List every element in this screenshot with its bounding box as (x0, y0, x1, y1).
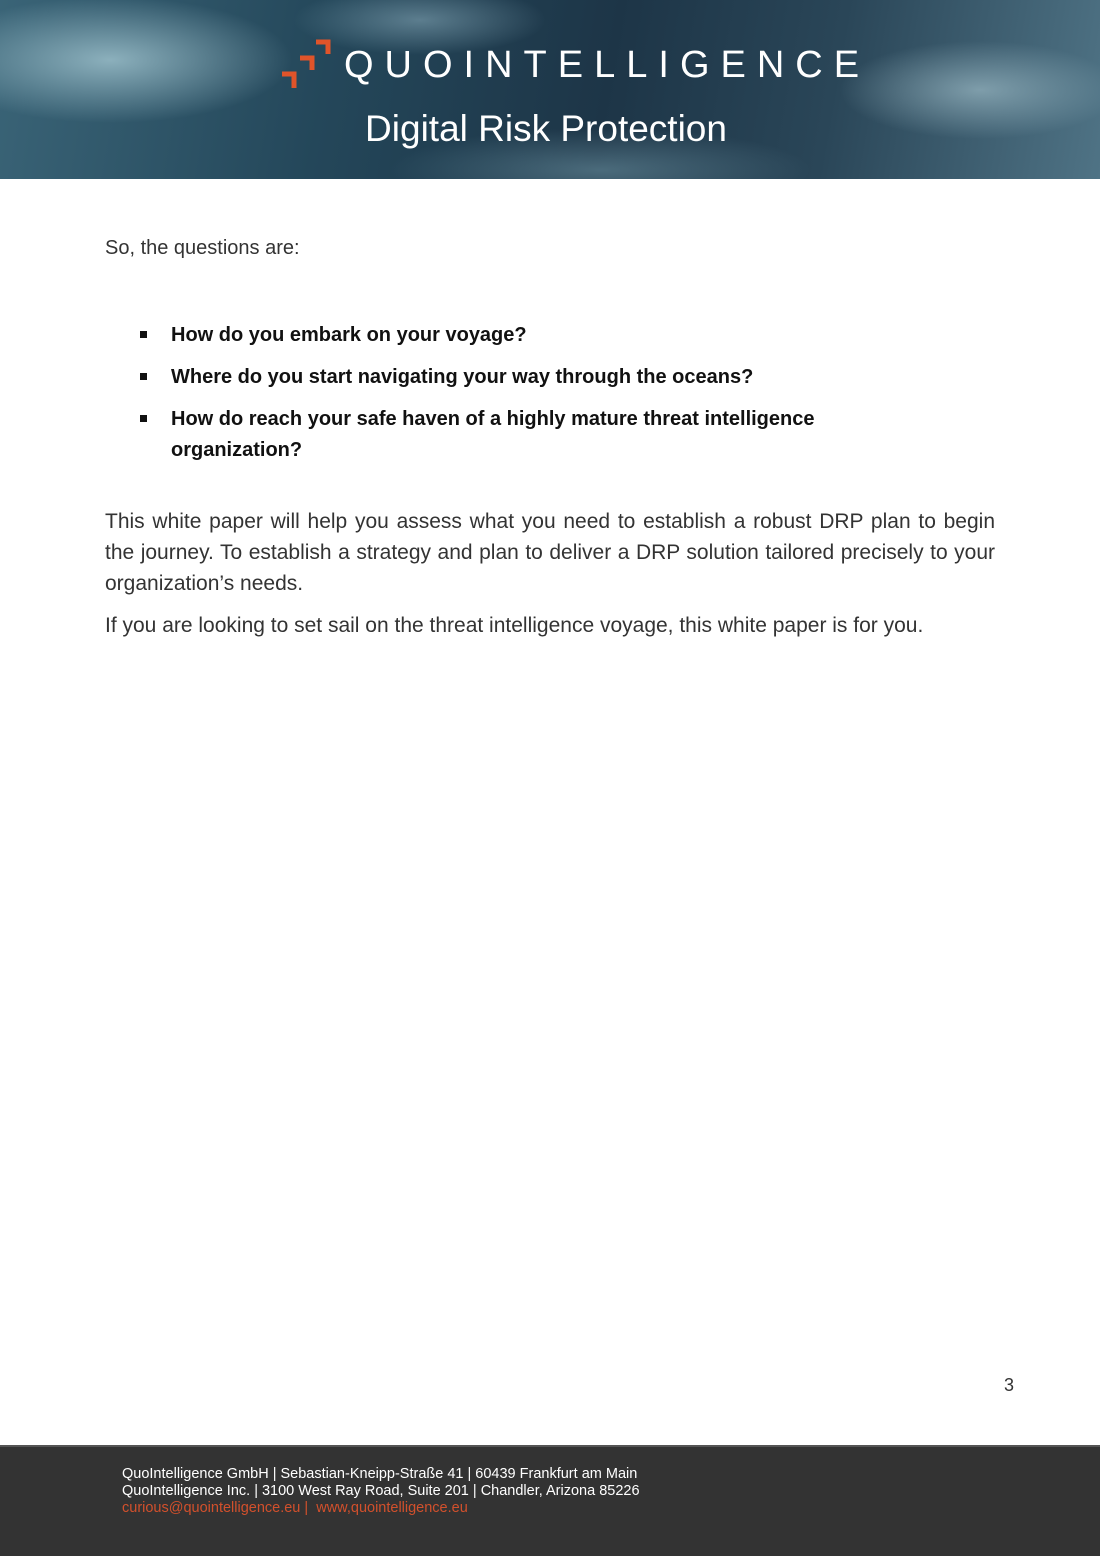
footer (0, 1445, 1100, 1556)
list-item: How do you embark on your voyage? (140, 320, 900, 351)
footer-links (122, 1500, 468, 1516)
header-banner (0, 0, 1100, 179)
separator: | (300, 1500, 317, 1516)
page-number: 3 (1004, 1375, 1015, 1395)
paragraph: This white paper will help you assess what you need to establish a robust DRP plan to begin the journey. To establish a strategy and plan to deliver a DRP solution tailored precisely to your organization’s needs. (105, 510, 995, 595)
email-link[interactable]: curious@quointelligence.eu (122, 1500, 301, 1516)
footer-address-us: QuoIntelligence Inc. | 3100 West Ray Road, Suite 201 | Chandler, Arizona 85226 (122, 1483, 640, 1499)
website-link[interactable]: www,quointelligence.eu (316, 1500, 468, 1516)
question-list (140, 320, 900, 477)
document-title: Digital Risk Protection (365, 108, 727, 149)
logo-icon (278, 38, 334, 92)
intro-text: So, the questions are: (105, 237, 300, 259)
list-item: Where do you start navigating your way through the oceans? (140, 362, 900, 393)
paragraph: If you are looking to set sail on the threat intelligence voyage, this white paper is for you. (105, 614, 924, 637)
list-item: How do reach your safe haven of a highly mature threat intelligence organization? (140, 404, 900, 466)
logo (278, 38, 870, 92)
logo-text: QUOINTELLIGENCE (344, 43, 871, 86)
footer-address-germany: QuoIntelligence GmbH | Sebastian-Kneipp-Straße 41 | 60439 Frankfurt am Main (122, 1466, 638, 1482)
